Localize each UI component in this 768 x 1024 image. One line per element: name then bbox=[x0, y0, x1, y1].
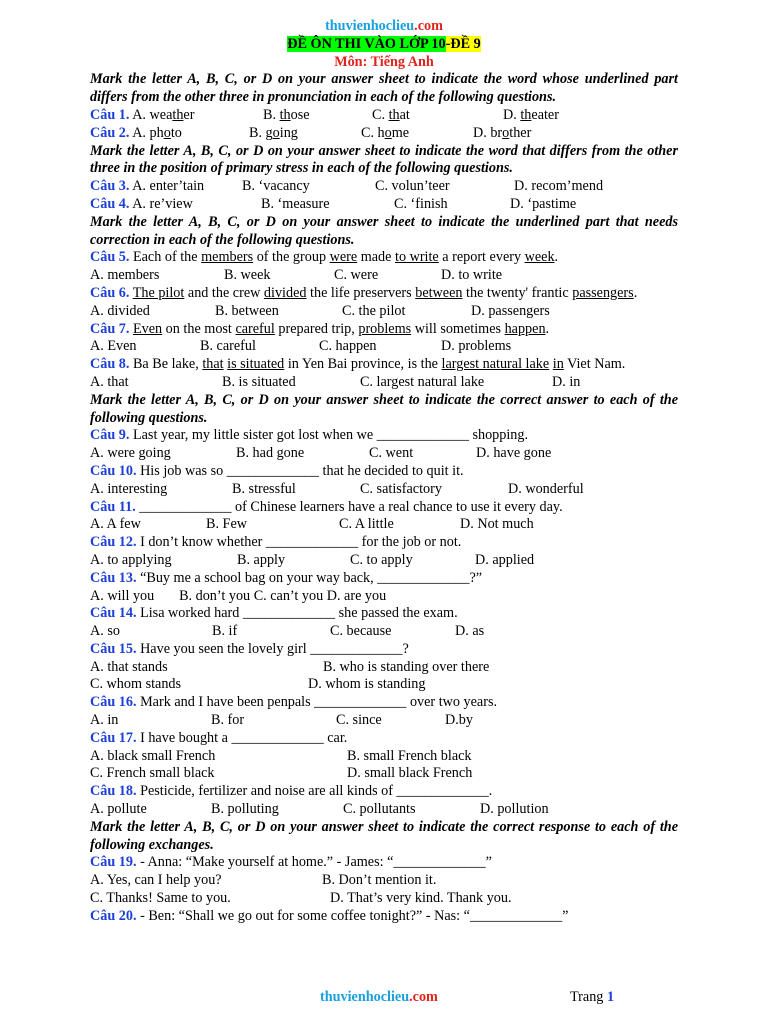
question-7-options bbox=[90, 338, 678, 356]
question-number: Câu 19. bbox=[90, 854, 137, 871]
option-b: B. is situated bbox=[222, 373, 296, 390]
question-number: Câu 14. bbox=[90, 605, 137, 622]
question-17-options-ab bbox=[90, 748, 678, 766]
option-b: B. if bbox=[212, 623, 238, 640]
question-16-stem: Câu 16. Mark and I have been penpals _____________ over two years. bbox=[90, 694, 498, 711]
option-c: C. home bbox=[361, 124, 410, 141]
question-13-stem: Câu 13. “Buy me a school bag on your way back, _____________?” bbox=[90, 569, 483, 586]
option-b: B. polluting bbox=[211, 801, 279, 818]
subject-line: Môn: Tiếng Anh bbox=[334, 53, 434, 70]
option-c: C. largest natural lake bbox=[360, 373, 485, 390]
question-4: Câu 4. A. re’view B. ‘measure C. ‘finish D. ‘pastime bbox=[90, 195, 577, 212]
option-b: B. small French black bbox=[347, 747, 472, 764]
section-instruction-stress: Mark the letter A, B, C, or D on your answer sheet to indicate the word that differs from the other three in the position of primary stress in each of the following questions. bbox=[90, 142, 678, 177]
question-19-options-cd bbox=[90, 890, 678, 908]
question-20-stem: Câu 20. - Ben: “Shall we go out for some coffee tonight?” - Nas: “_____________” bbox=[90, 907, 569, 924]
question-number: Câu 15. bbox=[90, 640, 137, 657]
question-number: Câu 9. bbox=[90, 427, 130, 444]
option-c: C. since bbox=[336, 712, 382, 729]
question-19-options-ab bbox=[90, 872, 678, 890]
question-18-stem: Câu 18. Pesticide, fertilizer and noise are all kinds of _____________. bbox=[90, 783, 493, 800]
exam-title bbox=[90, 36, 678, 54]
option-a: A. that bbox=[90, 373, 129, 390]
question-2: Câu 2. A. photo B. going C. home D. brother bbox=[90, 124, 532, 141]
option-b: B. ‘measure bbox=[261, 195, 330, 212]
option-c: C. were bbox=[334, 267, 379, 284]
question-number: Câu 11. bbox=[90, 498, 136, 515]
option-d: D. whom is standing bbox=[308, 676, 426, 693]
option-b: B. going bbox=[249, 124, 298, 141]
question-number: Câu 4. bbox=[90, 195, 130, 212]
option-b: B. Don’t mention it. bbox=[322, 872, 437, 889]
question-1: Câu 1. A. weather B. those C. that D. theater bbox=[90, 106, 559, 123]
option-d: D. to write bbox=[441, 267, 503, 284]
option-d: D. applied bbox=[475, 551, 535, 568]
question-14-options bbox=[90, 623, 678, 641]
option-a: A. pollute bbox=[90, 801, 147, 818]
question-15-options-cd bbox=[90, 676, 678, 694]
section-instruction-pronunciation: Mark the letter A, B, C, or D on your answer sheet to indicate the word whose underlined part differs from the other three in pronunciation in each of the following questions. bbox=[90, 71, 678, 106]
option-d: D. have gone bbox=[476, 445, 552, 462]
option-b: B. who is standing over there bbox=[323, 658, 490, 675]
option-b: B. between bbox=[215, 302, 279, 319]
question-18-options bbox=[90, 801, 678, 819]
option-b: B. had gone bbox=[236, 445, 305, 462]
option-d: D. Not much bbox=[460, 516, 534, 533]
question-number: Câu 10. bbox=[90, 462, 137, 479]
section-instruction-response: Mark the letter A, B, C, or D on your answer sheet to indicate the correct response to each of the following exchanges. bbox=[90, 818, 678, 853]
option-c: C. that bbox=[372, 106, 410, 123]
question-number: Câu 13. bbox=[90, 569, 137, 586]
option-c: C. French small black bbox=[90, 765, 215, 782]
option-d: D. as bbox=[455, 623, 485, 640]
question-15-options-ab bbox=[90, 659, 678, 677]
question-11-stem: Câu 11. _____________ of Chinese learners have a real chance to use it every day. bbox=[90, 498, 563, 515]
option-a: A. Yes, can I help you? bbox=[90, 872, 222, 889]
option-a: A. so bbox=[90, 623, 120, 640]
question-10-stem: Câu 10. His job was so _____________ that he decided to quit it. bbox=[90, 462, 464, 479]
question-number: Câu 17. bbox=[90, 729, 137, 746]
question-9-options bbox=[90, 445, 678, 463]
question-19-stem: Câu 19. - Anna: “Make yourself at home.” - James: “_____________” bbox=[90, 854, 492, 871]
option-d: D. brother bbox=[473, 124, 532, 141]
option-c: C. A little bbox=[339, 516, 394, 533]
question-6-options bbox=[90, 303, 678, 321]
footer-page-number: Trang 1 bbox=[570, 989, 615, 1005]
site-domain: .com bbox=[414, 18, 443, 34]
footer-site: thuvienhoclieu.com bbox=[320, 989, 438, 1005]
question-9-stem: Câu 9. Last year, my little sister got lost when we _____________ shopping. bbox=[90, 427, 529, 444]
option-c: C. the pilot bbox=[342, 302, 406, 319]
option-a: A. that stands bbox=[90, 658, 168, 675]
option-c: C. volun’teer bbox=[375, 178, 450, 195]
option-b: B. Few bbox=[206, 516, 247, 533]
question-6-stem: Câu 6. The pilot and the crew divided the life preservers between the twenty' frantic passengers. bbox=[90, 284, 638, 301]
option-d: D. That’s very kind. Thank you. bbox=[330, 890, 512, 907]
option-c: C. pollutants bbox=[343, 801, 416, 818]
option-d: D. recom’mend bbox=[514, 178, 604, 195]
option-d: D. problems bbox=[441, 338, 512, 355]
question-7-stem: Câu 7. Even on the most careful prepared trip, problems will sometimes happen. bbox=[90, 320, 550, 337]
option-c: C. Thanks! Same to you. bbox=[90, 890, 231, 907]
option-d: D. wonderful bbox=[508, 480, 584, 497]
option-a: A. divided bbox=[90, 302, 150, 319]
question-8-options bbox=[90, 374, 678, 392]
question-5-stem: Câu 5. Each of the members of the group were made to write a report every week. bbox=[90, 249, 559, 266]
option-d: D. in bbox=[552, 373, 581, 390]
question-8-stem: Câu 8. Ba Be lake, that is situated in Yen Bai province, is the largest natural lake in Viet Nam. bbox=[90, 356, 626, 373]
question-number: Câu 5. bbox=[90, 249, 130, 266]
question-16-options bbox=[90, 712, 678, 730]
option-b: B. week bbox=[224, 267, 271, 284]
option-c: C. because bbox=[330, 623, 392, 640]
question-17-stem: Câu 17. I have bought a _____________ car. bbox=[90, 729, 348, 746]
question-number: Câu 6. bbox=[90, 284, 130, 301]
option-d: D. ‘pastime bbox=[510, 195, 577, 212]
question-number: Câu 12. bbox=[90, 534, 137, 551]
site-header bbox=[90, 18, 678, 36]
option-c: C. whom stands bbox=[90, 676, 182, 693]
option-a: A. to applying bbox=[90, 551, 172, 568]
option-c: C. went bbox=[369, 445, 414, 462]
question-number: Câu 16. bbox=[90, 694, 137, 711]
option-a: A. were going bbox=[90, 445, 171, 462]
section-instruction-mcq: Mark the letter A, B, C, or D on your answer sheet to indicate the correct answer to each of the following questions. bbox=[90, 391, 678, 426]
question-3: Câu 3. A. enter’tain B. ‘vacancy C. volun’teer D. recom’mend bbox=[90, 178, 604, 195]
exam-page bbox=[90, 18, 678, 926]
section-instruction-error: Mark the letter A, B, C, or D on your answer sheet to indicate the underlined part that needs correction in each of the following questions. bbox=[90, 213, 678, 248]
option-a: A. A few bbox=[90, 516, 141, 533]
question-number: Câu 3. bbox=[90, 178, 130, 195]
option-b: B. for bbox=[211, 712, 245, 729]
exam-title-main: ĐỀ ÔN THI VÀO LỚP 10 bbox=[287, 35, 446, 52]
question-number: Câu 1. bbox=[90, 106, 130, 123]
question-13-options: A. will you B. don’t you C. can’t you D. are you bbox=[90, 587, 387, 604]
option-a: A. in bbox=[90, 712, 119, 729]
question-number: Câu 18. bbox=[90, 783, 137, 800]
option-c: C. happen bbox=[319, 338, 377, 355]
option-d: D. passengers bbox=[471, 302, 550, 319]
question-5-options bbox=[90, 267, 678, 285]
option-d: D. pollution bbox=[480, 801, 549, 818]
option-a: A. black small French bbox=[90, 747, 216, 764]
question-14-stem: Câu 14. Lisa worked hard _____________ she passed the exam. bbox=[90, 605, 458, 622]
option-c: C. ‘finish bbox=[394, 195, 448, 212]
exam-title-sep: - bbox=[445, 35, 451, 52]
option-a: A. Even bbox=[90, 338, 137, 355]
question-11-options bbox=[90, 516, 678, 534]
option-c: C. satisfactory bbox=[360, 480, 442, 497]
exam-title-number: ĐỀ 9 bbox=[450, 35, 481, 52]
option-d: D. small black French bbox=[347, 765, 473, 782]
option-a: A. interesting bbox=[90, 480, 168, 497]
question-number: Câu 2. bbox=[90, 124, 130, 141]
question-17-options-cd bbox=[90, 765, 678, 783]
option-d: D. theater bbox=[503, 106, 559, 123]
option-d: D.by bbox=[445, 712, 473, 729]
question-12-stem: Câu 12. I don’t know whether _____________ for the job or not. bbox=[90, 534, 462, 551]
option-b: B. those bbox=[263, 106, 310, 123]
site-name: thuvienhoclieu bbox=[325, 18, 415, 34]
question-number: Câu 20. bbox=[90, 907, 137, 924]
option-b: B. careful bbox=[200, 338, 256, 355]
option-b: B. stressful bbox=[232, 480, 296, 497]
question-12-options bbox=[90, 552, 678, 570]
question-number: Câu 7. bbox=[90, 320, 130, 337]
option-c: C. to apply bbox=[350, 551, 413, 568]
option-b: B. ‘vacancy bbox=[242, 178, 310, 195]
question-15-stem: Câu 15. Have you seen the lovely girl _____________? bbox=[90, 640, 409, 657]
question-number: Câu 8. bbox=[90, 356, 130, 373]
option-a: A. members bbox=[90, 267, 160, 284]
option-b: B. apply bbox=[237, 551, 286, 568]
question-10-options bbox=[90, 481, 678, 499]
